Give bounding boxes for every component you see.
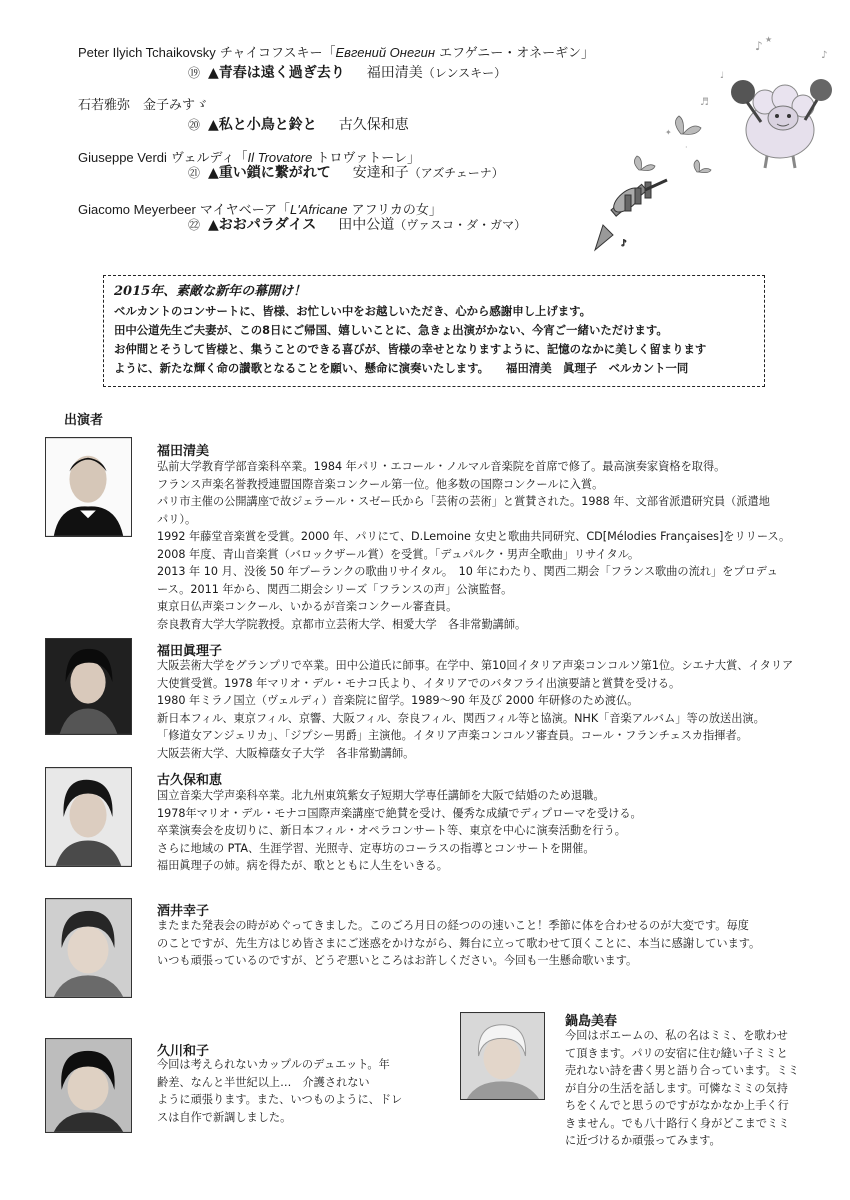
- program-song: [188, 64, 506, 82]
- performer-photo: [45, 437, 132, 537]
- singer-role: （アズチェーナ）: [408, 166, 504, 180]
- work-title: Евгений Онегин: [335, 45, 435, 60]
- bio-line: 今回は考えられないカップルのデュエット。年: [157, 1058, 390, 1071]
- bio-line: 売れない詩を書く男と語り合っています。ミミ: [565, 1064, 800, 1077]
- work-title-ja: アフリカの女」: [351, 203, 442, 218]
- program-composer-line: [78, 44, 594, 62]
- svg-text:♩: ♩: [720, 71, 725, 81]
- bio-line: いつも頑張っているのですが、どうぞ悪いところはお許しください。今回も一生懸命歌います。: [157, 954, 638, 967]
- performer-name: 福田清美: [157, 444, 210, 459]
- bio-line: スは自作で新調しました。: [157, 1110, 292, 1124]
- greeting-line: ように、新たな輝く命の讃歌となることを願い、懸命に演奏いたします。 福田清美 眞理子 ベルカント一同: [114, 361, 689, 375]
- bio-line: 大使賞受賞。1978 年マリオ・デル・モナコ氏より、イタリアでのバタフライ出演要請と賞賛を受ける。: [157, 676, 681, 690]
- bio-line: 1978年マリオ・デル・モナコ国際声楽講座で絶賛を受け、優秀な成績でディプローマを受ける。: [157, 806, 642, 820]
- bio-line: 弘前大学教育学部音楽科卒業。1984 年パリ・エコール・ノルマル音楽院を首席で修了。最高演奏家資格を取得。: [157, 460, 726, 473]
- work-title: Il Trovatore: [247, 150, 313, 165]
- portrait-elderly-woman-icon: [461, 1013, 544, 1099]
- bio-line: 福田眞理子の姉。病を得たが、歌とともに人生をいきる。: [157, 859, 448, 872]
- performer-bio: [565, 1027, 799, 1150]
- bio-line: 今回はボエームの、私の名はミミ、を歌わせ: [565, 1029, 788, 1042]
- bio-line: て頂きます。パリの安宿に住む縫い子ミミと: [565, 1046, 788, 1060]
- bio-line: ース。2011 年から、関西二期会シリーズ「フランスの声」公演監督。: [157, 582, 513, 596]
- performer-name: 久川和子: [157, 1044, 210, 1059]
- bio-line: 卒業演奏会を皮切りに、新日本フィル・オペラコンサート等、東京を中心に演奏活動を行う。: [157, 824, 626, 837]
- bio-line: 東京日仏声楽コンクール、いかるが音楽コンクール審査員。: [157, 600, 458, 613]
- bio-line: 1992 年藤堂音楽賞を受賞。2000 年、パリにて、D.Lemoine 女史と歌曲共同研究、CD[Mélodies Françaises]をリリース。: [157, 530, 791, 543]
- svg-text:♪: ♪: [821, 50, 828, 61]
- portrait-woman-icon: [46, 639, 131, 734]
- program-song: [188, 116, 409, 134]
- music-decoration-icon: [585, 30, 835, 265]
- song-number: ⑳: [188, 118, 201, 132]
- singer-name: 田中公道: [338, 217, 395, 233]
- portrait-man-icon: [46, 438, 131, 536]
- bio-line: パリ）。: [157, 512, 197, 526]
- butterfly-icon: [634, 116, 711, 173]
- bio-line: 大阪芸術大学、大阪樟蔭女子大学 各非常勤講師。: [157, 746, 415, 760]
- singer-role: （レンスキー）: [422, 66, 507, 80]
- bio-line: が自分の生活を話します。可憐なミミの気持: [565, 1081, 788, 1095]
- performers-heading: 出演者: [64, 413, 104, 428]
- bio-line: ちをくんでと思うのですがなかなか上手く行: [565, 1099, 789, 1112]
- bio-line: 国立音楽大学声楽科卒業。北九州東筑紫女子短期大学専任講師を大阪で結婚のため退職。: [157, 789, 605, 802]
- composer-name-ja: マイヤベーア: [199, 203, 278, 218]
- performer-photo: [45, 898, 132, 998]
- song-title: ▲青春は遠く過ぎ去り: [208, 65, 345, 81]
- song-number: ㉑: [188, 166, 201, 180]
- composer-name-en: Giacomo Meyerbeer: [78, 202, 196, 217]
- singer-name: 古久保和恵: [338, 117, 409, 133]
- performer-photo: [45, 767, 132, 867]
- song-title: ▲私と小鳥と鈴と: [208, 117, 317, 133]
- work-open: 「: [277, 203, 291, 218]
- svg-text:★: ★: [765, 35, 773, 44]
- trumpet-icon: [595, 180, 667, 250]
- greeting-line: お仲間とそうして皆様と、集うことのできる喜びが、皆様の幸せとなりますように、記憶のなかに美しく留まります: [114, 342, 707, 356]
- bio-line: 2013 年 10 月、没後 50 年プーランクの歌曲リサイタル。 10 年にわたり、関西二期会「フランス歌曲の流れ」をプロデュ: [157, 565, 778, 578]
- bio-line: フランス声楽名誉教授連盟国際音楽コンクール第一位。他多数の国際コンクールに入賞。: [157, 477, 604, 491]
- performer-bio: [157, 917, 760, 970]
- bio-line: ように頑張ります。また、いつものように、ドレ: [157, 1093, 403, 1106]
- svg-text:✦: ✦: [665, 128, 672, 137]
- greeting-line: ベルカントのコンサートに、皆様、お忙しい中をお越しいただき、心から感謝申し上げます。: [114, 304, 592, 318]
- portrait-woman-icon: [46, 899, 131, 997]
- svg-text:♪: ♪: [621, 239, 627, 249]
- portrait-woman-icon: [46, 768, 131, 866]
- performer-photo: [45, 1038, 132, 1133]
- work-title-ja: トロヴァトーレ」: [316, 151, 421, 166]
- composer-name-en: Peter Ilyich Tchaikovsky: [78, 45, 216, 60]
- performer-name: 鍋島美春: [565, 1014, 618, 1029]
- performer-bio: [157, 787, 642, 875]
- bio-line: 「修道女アンジェリカ」、「ジプシー男爵」主演他。イタリア声楽コンコルソ審査員。コール・フランチェスカ指揮者。: [157, 729, 748, 742]
- bio-line: に近づけるか頑張ってみます。: [565, 1134, 721, 1147]
- work-open: 「: [234, 151, 248, 166]
- bio-line: またまた発表会の時がめぐってきました。このごろ月日の経つのの速いこと！季節に体を合わせるのが大変です。毎度: [157, 919, 749, 932]
- singer-name: 福田清美: [366, 65, 423, 81]
- performer-name: 福田眞理子: [157, 644, 223, 659]
- program-song: [188, 164, 504, 182]
- performer-photo: [45, 638, 132, 735]
- bio-line: きません。でも八十路行く身がどこまでミミ: [565, 1116, 790, 1130]
- bio-line: さらに地域の PTA、生涯学習、光照寺、定専坊のコーラスの指導とコンサートを開催。: [157, 841, 595, 855]
- performer-bio: [157, 1056, 402, 1126]
- bio-line: のことですが、先生方はじめ皆さまにご迷惑をかけながら、舞台に立って歌わせて頂くことに、本当に感謝しています。: [157, 936, 761, 950]
- svg-text:♬: ♬: [700, 97, 709, 108]
- performer-photo: [460, 1012, 545, 1100]
- decorative-illustration: [585, 30, 835, 265]
- svg-text:·: ·: [685, 143, 688, 152]
- song-title: ▲重い鎖に繋がれて: [208, 165, 331, 181]
- song-number: ㉒: [188, 218, 201, 232]
- composer-name-ja: 石若雅弥 金子みすゞ: [78, 98, 209, 113]
- singer-role: （ヴァスコ・ダ・ガマ）: [394, 218, 527, 232]
- composer-name-ja: チャイコフスキー: [219, 46, 323, 61]
- greeting-heading: 2015年、素敵な新年の幕開け！: [114, 284, 307, 299]
- work-open: 「: [322, 46, 336, 61]
- svg-text:♪: ♪: [755, 39, 763, 53]
- greeting-line: 田中公道先生ご夫妻が、この8日にご帰国、嬉しいことに、急きょ出演がかない、今宵ご一緒いただけます。: [114, 323, 668, 337]
- singer-name: 安達和子: [352, 165, 409, 181]
- performer-name: 古久保和恵: [157, 773, 223, 788]
- work-title: L'Africane: [290, 202, 348, 217]
- greeting-box: [103, 275, 765, 387]
- work-title-ja: エフゲニー・オネーギン」: [439, 46, 594, 61]
- performer-name: 酒井幸子: [157, 904, 210, 919]
- portrait-woman-icon: [46, 1039, 131, 1132]
- composer-name-ja: ヴェルディ: [171, 151, 235, 166]
- performer-bio: [157, 657, 793, 762]
- bio-line: 大阪芸術大学をグランプリで卒業。田中公道氏に師事。在学中、第10回イタリア声楽コンコルソ第1位。シエナ大賞、イタリア: [157, 659, 794, 672]
- bio-line: 1980 年ミラノ国立（ヴェルディ）音楽院に留学。1989～90 年及び 2000 年研修のため渡仏。: [157, 694, 639, 707]
- song-title: ▲おおパラダイス: [208, 217, 317, 233]
- program-composer-line: [78, 97, 208, 114]
- bio-line: 2008 年度、青山音楽賞（バロックザール賞）を受賞。「デュパルク・男声全歌曲」リサイタル。: [157, 547, 640, 561]
- bio-line: 新日本フィル、東京フィル、京響、大阪フィル、奈良フィル、関西フィル等と協演。NHK「音楽アルバム」等の放送出演。: [157, 711, 765, 725]
- performer-bio: [157, 458, 790, 633]
- sheep-icon: [731, 79, 832, 168]
- bio-line: 奈良教育大学大学院教授。京都市立芸術大学、相愛大学 各非常勤講師。: [157, 617, 527, 631]
- bio-line: 齢差、なんと半世紀以上… 介護されない: [157, 1075, 370, 1089]
- bio-line: パリ市主催の公開講座で故ジェラール・スゼー氏から「芸術の芸術」と賞賛された。1988 年、文部省派遣研究員（派遣地: [157, 495, 770, 508]
- composer-name-en: Giuseppe Verdi: [78, 150, 167, 165]
- program-song: [188, 216, 526, 234]
- song-number: ⑲: [188, 66, 201, 80]
